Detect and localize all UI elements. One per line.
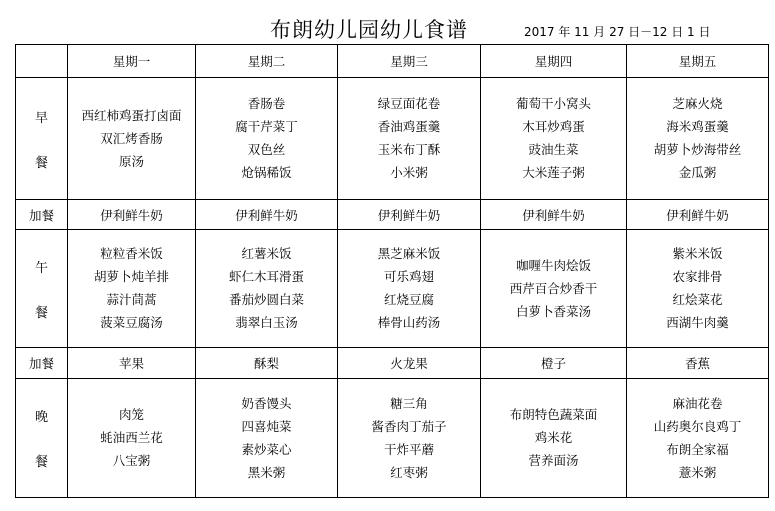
dish: 红枣粥	[390, 464, 428, 480]
dish: 红烩菜花	[672, 292, 723, 307]
dish: 布朗特色蔬菜面	[509, 407, 598, 422]
corner-cell	[16, 45, 68, 78]
snack2-label: 加餐	[16, 348, 68, 379]
lunch-tuesday	[196, 230, 338, 348]
breakfast-wednesday	[338, 78, 481, 200]
dish: 黑米粥	[247, 464, 286, 480]
dish: 菠菜豆腐汤	[100, 315, 163, 330]
dish: 肉笼	[118, 407, 144, 422]
snack1-thursday: 伊利鲜牛奶	[481, 200, 627, 230]
dish: 蚝油西兰花	[100, 430, 163, 445]
dish: 大米莲子粥	[522, 165, 585, 180]
dish: 奶香馒头	[241, 395, 292, 411]
dinner-label-cell	[16, 379, 68, 498]
dish: 可乐鸡翅	[383, 269, 434, 284]
dinner-thursday	[481, 379, 627, 498]
day-header-tuesday: 星期二	[196, 45, 338, 78]
dish: 小米粥	[390, 165, 428, 180]
dinner-label: 晚 餐	[34, 410, 48, 470]
dish: 炝锅稀饭	[241, 165, 292, 180]
dish: 布朗全家福	[666, 441, 729, 457]
dish: 白萝卜香菜汤	[515, 303, 591, 319]
lunch-label: 午 餐	[34, 260, 48, 321]
dinner-monday	[68, 379, 196, 498]
page-title: 布朗幼儿园幼儿食谱	[270, 18, 468, 42]
snack2-tuesday: 酥梨	[196, 348, 338, 379]
snack1-row	[16, 200, 769, 230]
dish: 营养面汤	[528, 453, 579, 468]
dish: 红烧豆腐	[383, 292, 434, 307]
snack2-row	[16, 348, 769, 379]
dish: 玉米布丁酥	[377, 142, 441, 157]
snack1-label: 加餐	[16, 200, 68, 230]
dish: 西红柿鸡蛋打卤面	[81, 107, 182, 123]
dish: 糖三角	[390, 395, 428, 411]
dish: 双汇烤香肠	[100, 130, 163, 146]
snack2-wednesday: 火龙果	[338, 348, 481, 379]
dish: 翡翠白玉汤	[235, 315, 298, 330]
day-header-thursday: 星期四	[481, 45, 627, 78]
dish: 胡萝卜炖羊排	[93, 269, 169, 284]
dish: 棒骨山药汤	[377, 315, 441, 330]
dish: 蒜汁茼蒿	[106, 292, 157, 307]
breakfast-friday	[627, 78, 769, 200]
header-row	[16, 45, 769, 78]
dish: 红薯米饭	[241, 246, 292, 261]
snack2-friday: 香蕉	[627, 348, 769, 379]
dish: 麻油花卷	[672, 395, 723, 411]
breakfast-row	[16, 78, 769, 200]
snack1-wednesday: 伊利鲜牛奶	[338, 200, 481, 230]
dish: 酱香肉丁茄子	[371, 418, 447, 434]
breakfast-monday	[68, 78, 196, 200]
snack1-friday: 伊利鲜牛奶	[627, 200, 769, 230]
dish: 腐干芹菜丁	[235, 119, 298, 134]
dinner-row	[16, 379, 769, 498]
breakfast-thursday	[481, 78, 627, 200]
dish: 粒粒香米饭	[100, 246, 163, 261]
day-header-monday: 星期一	[68, 45, 196, 78]
dish: 农家排骨	[672, 269, 723, 284]
dish: 黑芝麻米饭	[377, 246, 441, 261]
snack1-monday: 伊利鲜牛奶	[68, 200, 196, 230]
day-header-friday: 星期五	[627, 45, 769, 78]
dish: 番茄炒圆白菜	[228, 292, 304, 307]
dinner-wednesday	[338, 379, 481, 498]
lunch-row	[16, 230, 769, 348]
dish: 绿豆面花卷	[377, 96, 441, 111]
dish: 干炸平蘑	[383, 441, 434, 457]
menu-table	[15, 44, 769, 498]
dish: 葡萄干小窝头	[515, 96, 591, 111]
dish: 金瓜粥	[678, 165, 717, 180]
dish: 鸡米花	[534, 430, 573, 445]
lunch-friday	[627, 230, 769, 348]
breakfast-tuesday	[196, 78, 338, 200]
dish: 八宝粥	[112, 453, 151, 468]
dish: 紫米米饭	[672, 246, 723, 261]
dish: 双色丝	[247, 142, 286, 157]
dish: 原汤	[118, 153, 144, 169]
dinner-tuesday	[196, 379, 338, 498]
dish: 香油鸡蛋羹	[377, 119, 441, 134]
snack2-monday: 苹果	[68, 348, 196, 379]
lunch-thursday	[481, 230, 627, 348]
dish: 西湖牛肉羹	[666, 315, 729, 330]
date-range: 2017 年 11 月 27 日－12 日 1 日	[524, 25, 711, 39]
dish: 豉油生菜	[528, 142, 579, 157]
breakfast-label-cell	[16, 78, 68, 200]
dish: 四喜炖菜	[241, 418, 292, 434]
dish: 海米鸡蛋羹	[666, 119, 729, 134]
lunch-monday	[68, 230, 196, 348]
dinner-friday	[627, 379, 769, 498]
dish: 西芹百合炒香干	[509, 280, 598, 296]
dish: 素炒菜心	[241, 441, 292, 457]
snack1-tuesday: 伊利鲜牛奶	[196, 200, 338, 230]
snack2-thursday: 橙子	[481, 348, 627, 379]
day-header-wednesday: 星期三	[338, 45, 481, 78]
breakfast-label: 早 餐	[34, 110, 48, 171]
dish: 咖喱牛肉烩饭	[515, 257, 591, 273]
dish: 香肠卷	[247, 96, 286, 111]
dish: 薏米粥	[678, 464, 717, 480]
dish: 芝麻火烧	[672, 96, 723, 111]
dish: 木耳炒鸡蛋	[522, 119, 585, 134]
lunch-wednesday	[338, 230, 481, 348]
dish: 山药奥尔良鸡丁	[653, 418, 742, 434]
lunch-label-cell	[16, 230, 68, 348]
dish: 胡萝卜炒海带丝	[653, 142, 742, 157]
dish: 虾仁木耳滑蛋	[228, 269, 304, 284]
